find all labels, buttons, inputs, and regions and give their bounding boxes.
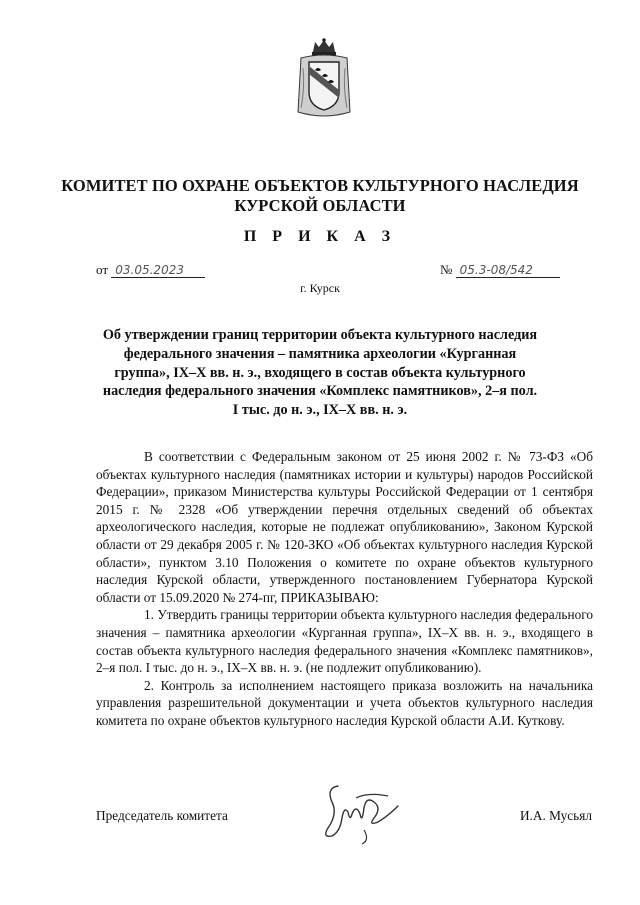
order-item-1: 1. Утвердить границы территории объекта культурного наследия федерального значения – памятника археологии «Курганная группа», IX–X вв. н. э., входящего в состав объекта культурного наследия федерального значения «Комплекс памятников», 2–я пол. I тыс. до н. э., IX–X вв. н. э. (не подлежит опубликованию). [96, 607, 593, 676]
order-title: П Р И К А З [243, 228, 397, 245]
number-value: 05.3-08/542 [456, 264, 560, 278]
handwritten-signature [318, 778, 408, 848]
number-prefix: № [440, 262, 453, 277]
signatory-name: И.А. Мусьял [519, 808, 592, 823]
date-value: 03.05.2023 [111, 264, 205, 278]
order-number [440, 262, 560, 278]
order-item-2: 2. Контроль за исполнением настоящего приказа возложить на начальника управления разрешительной документации и учета объектов культурного наследия комитета по охране объектов культурного наследия Курской области А.И. Куткову. [96, 677, 593, 728]
date-prefix: от [96, 262, 109, 277]
coat-of-arms-icon [295, 38, 353, 120]
order-date [96, 262, 205, 278]
document-body [96, 448, 593, 730]
committee-name-line1: КОМИТЕТ ПО ОХРАНЕ ОБЪЕКТОВ КУЛЬТУРНОГО НАСЛЕДИЯ [61, 176, 579, 195]
city: г. Курск [300, 281, 340, 295]
signatory-title: Председатель комитета [96, 808, 228, 823]
preamble-paragraph: В соответствии с Федеральным законом от 25 июня 2002 г. № 73-ФЗ «Об объектах культурного наследия (памятниках истории и культуры) народов Российской Федерации», приказом Министерства культуры Российской Федерации от 1 сентября 2015 г. № 2328 «Об утверждении перечня отдельных сведений об объектах археологического наследия, которые не подлежат опубликованию», Законом Курской области от 29 декабря 2005 г. № 120-ЗКО «Об объектах культурного наследия Курской области», пунктом 3.10 Положения о комитете по охране объектов культурного наследия Курской области, утвержденного постановлением Губернатора Курской области от 15.09.2020 № 274-пг, ПРИКАЗЫВАЮ: [96, 449, 593, 605]
committee-name-line2: КУРСКОЙ ОБЛАСТИ [234, 196, 406, 215]
document-heading: Об утверждении границ территории объекта культурного наследия федерального значения – памятника археологии «Курганная группа», IX–X вв. н. э., входящего в состав объекта культурного наследия федерального значения «Комплекс памятников», 2–я пол. I тыс. до н. э., IX–X вв. н. э. [102, 327, 538, 419]
